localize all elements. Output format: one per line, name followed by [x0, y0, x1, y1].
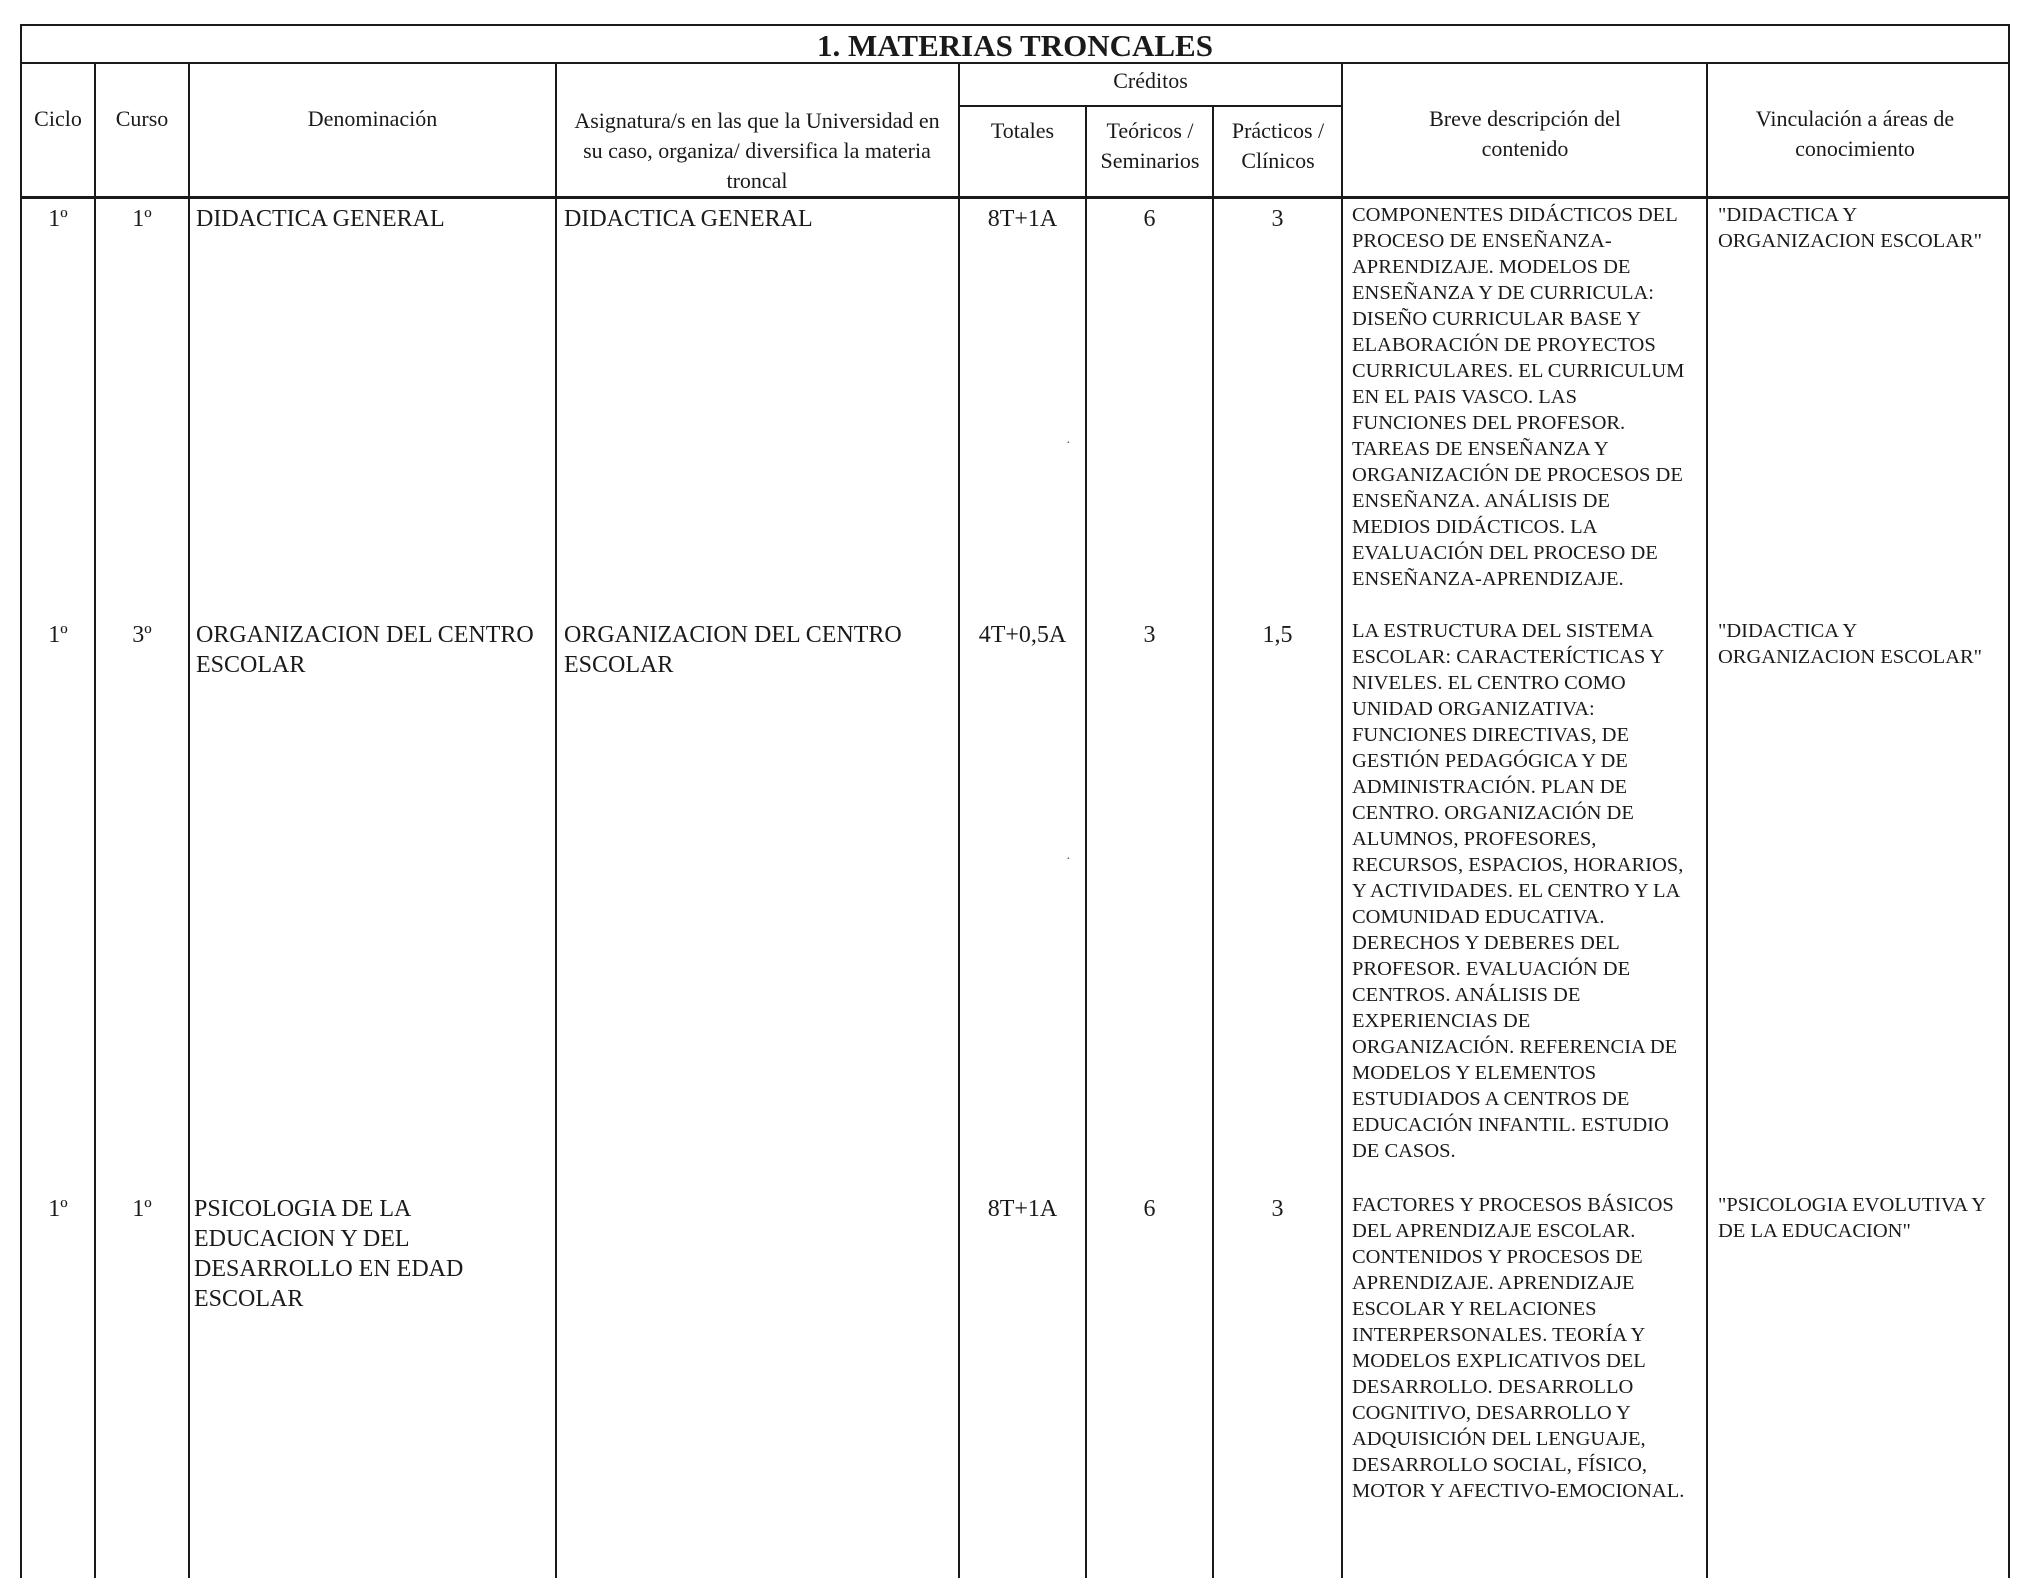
border-left [20, 24, 22, 1578]
row-practicos: 1,5 [1262, 622, 1293, 648]
border-below-header [20, 196, 2010, 199]
row-ciclo: 1º [48, 1196, 68, 1222]
border-top [20, 24, 2010, 26]
row-totales: 4T+0,5A [978, 622, 1067, 648]
header-asignaturas: Asignatura/s en las que la Universidad en su caso, organiza/ diversifica la materia troncal [574, 108, 940, 193]
border-right [2008, 24, 2010, 1578]
col-sep-teoricos [1212, 105, 1214, 1578]
row-totales: 8T+1A [987, 1196, 1058, 1222]
header-totales: Totales [990, 118, 1055, 143]
row-ciclo: 1º [48, 622, 68, 648]
row-denominacion: DIDACTICA GENERAL [196, 206, 445, 232]
row-vinculacion: "DIDACTICA Y ORGANIZACION ESCOLAR" [1718, 620, 1983, 668]
header-descripcion: Breve descripción del contenido [1429, 106, 1621, 161]
col-sep-ciclo [94, 62, 96, 1578]
col-sep-asignatura [958, 62, 960, 1578]
row-denominacion: PSICOLOGIA DE LA EDUCACION Y DEL DESARROLLO EN EDAD ESCOLAR [194, 1196, 464, 1312]
row-teoricos: 3 [1143, 622, 1156, 648]
row-teoricos: 6 [1143, 1196, 1156, 1222]
header-ciclo: Ciclo [34, 106, 82, 131]
scan-speck: · [1066, 436, 1071, 451]
col-sep-denominacion [555, 62, 557, 1578]
header-curso: Curso [115, 106, 169, 131]
row-denominacion: ORGANIZACION DEL CENTRO ESCOLAR [196, 622, 534, 678]
border-creditos-sub [958, 105, 1341, 107]
row-asignatura: DIDACTICA GENERAL [564, 206, 813, 232]
row-practicos: 3 [1271, 1196, 1284, 1222]
scan-speck: · [1066, 852, 1071, 867]
header-practicos: Prácticos / Clínicos [1231, 118, 1325, 173]
row-asignatura: ORGANIZACION DEL CENTRO ESCOLAR [564, 622, 902, 678]
row-totales: 8T+1A [987, 206, 1058, 232]
row-descripcion: COMPONENTES DIDÁCTICOS DEL PROCESO DE ENSEÑANZA- APRENDIZAJE. MODELOS DE ENSEÑANZA Y DE CURRICULA: DISEÑO CURRICULAR BASE Y ELABORACIÓN DE PROYECTOS CURRICULARES. EL CURRICULUM EN EL PAIS VASCO. LAS FUNCIONES DEL PROFESOR. TAREAS DE ENSEÑANZA Y ORGANIZACIÓN DE PROCESOS DE ENSEÑANZA. ANÁLISIS DE MEDIOS DIDÁCTICOS. LA EVALUACIÓN DEL PROCESO DE ENSEÑANZA-APRENDIZAJE. [1352, 204, 1685, 590]
col-sep-practicos [1341, 62, 1343, 1578]
row-curso: 1º [132, 206, 152, 232]
row-practicos: 3 [1271, 206, 1284, 232]
header-teoricos: Teóricos / Seminarios [1100, 118, 1200, 173]
header-denominacion: Denominación [307, 106, 438, 131]
row-ciclo: 1º [48, 206, 68, 232]
row-descripcion: FACTORES Y PROCESOS BÁSICOS DEL APRENDIZAJE ESCOLAR. CONTENIDOS Y PROCESOS DE APRENDIZAJE. APRENDIZAJE ESCOLAR Y RELACIONES INTERPERSONALES. TEORÍA Y MODELOS EXPLICATIVOS DEL DESARROLLO. DESARROLLO COGNITIVO, DESARROLLO Y ADQUISICIÓN DEL LENGUAJE, DESARROLLO SOCIAL, FÍSICO, MOTOR Y AFECTIVO-EMOCIONAL. [1352, 1194, 1685, 1502]
row-curso: 3º [132, 622, 152, 648]
row-teoricos: 6 [1143, 206, 1156, 232]
row-vinculacion: "PSICOLOGIA EVOLUTIVA Y DE LA EDUCACION" [1718, 1194, 1987, 1242]
header-creditos: Créditos [1113, 68, 1188, 93]
row-descripcion: LA ESTRUCTURA DEL SISTEMA ESCOLAR: CARACTERÍCTICAS Y NIVELES. EL CENTRO COMO UNIDAD ORGANIZATIVA: FUNCIONES DIRECTIVAS, DE GESTIÓN PEDAGÓGICA Y DE ADMINISTRACIÓN. PLAN DE CENTRO. ORGANIZACIÓN DE ALUMNOS, PROFESORES, RECURSOS, ESPACIOS, HORARIOS, Y ACTIVIDADES. EL CENTRO Y LA COMUNIDAD EDUCATIVA. DERECHOS Y DEBERES DEL PROFESOR. EVALUACIÓN DE CENTROS. ANÁLISIS DE EXPERIENCIAS DE ORGANIZACIÓN. REFERENCIA DE MODELOS Y ELEMENTOS ESTUDIADOS A CENTROS DE EDUCACIÓN INFANTIL. ESTUDIO DE CASOS. [1352, 620, 1684, 1162]
header-vinculacion: Vinculación a áreas de conocimiento [1755, 106, 1955, 161]
row-vinculacion: "DIDACTICA Y ORGANIZACION ESCOLAR" [1718, 204, 1983, 252]
col-sep-curso [188, 62, 190, 1578]
col-sep-totales [1085, 105, 1087, 1578]
col-sep-descripcion [1706, 62, 1708, 1578]
table-title: 1. MATERIAS TRONCALES [817, 28, 1213, 63]
row-curso: 1º [132, 1196, 152, 1222]
